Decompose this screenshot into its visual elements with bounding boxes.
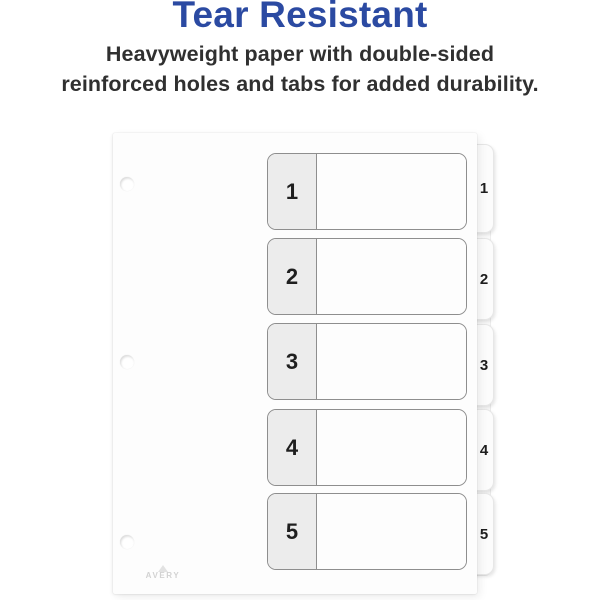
- subtitle-line-1: Heavyweight paper with double-sided: [105, 42, 495, 66]
- page-subtitle: [0, 40, 600, 99]
- toc-row-blank-area: [317, 494, 466, 569]
- toc-row-blank-area: [317, 154, 466, 229]
- avery-logo: [144, 565, 182, 580]
- subtitle-line-2: reinforced holes and tabs for added durability.: [61, 71, 539, 96]
- toc-row-number: 5: [268, 494, 317, 569]
- index-tab-number: 3: [479, 356, 489, 374]
- toc-row-number: 4: [268, 410, 317, 485]
- toc-row-5: [267, 493, 467, 570]
- punch-hole-top: [120, 177, 134, 191]
- index-tab-number: 4: [479, 441, 489, 459]
- toc-row-1: [267, 153, 467, 230]
- toc-row-3: [267, 323, 467, 400]
- toc-row-blank-area: [317, 239, 466, 314]
- page-title: Tear Resistant: [172, 0, 428, 35]
- toc-row-2: [267, 238, 467, 315]
- toc-row-blank-area: [317, 410, 466, 485]
- divider-sheet: [113, 133, 477, 594]
- toc-row-number: 1: [268, 154, 317, 229]
- toc-row-4: [267, 409, 467, 486]
- punch-hole-bottom: [120, 535, 134, 549]
- avery-logo-text: AVERY: [145, 571, 181, 580]
- index-tab-number: 1: [479, 180, 489, 197]
- index-tab-number: 5: [479, 525, 489, 543]
- index-tab-number: 2: [479, 270, 489, 288]
- toc-row-number: 2: [268, 239, 317, 314]
- toc-row-number: 3: [268, 324, 317, 399]
- toc-row-blank-area: [317, 324, 466, 399]
- punch-hole-middle: [120, 355, 134, 369]
